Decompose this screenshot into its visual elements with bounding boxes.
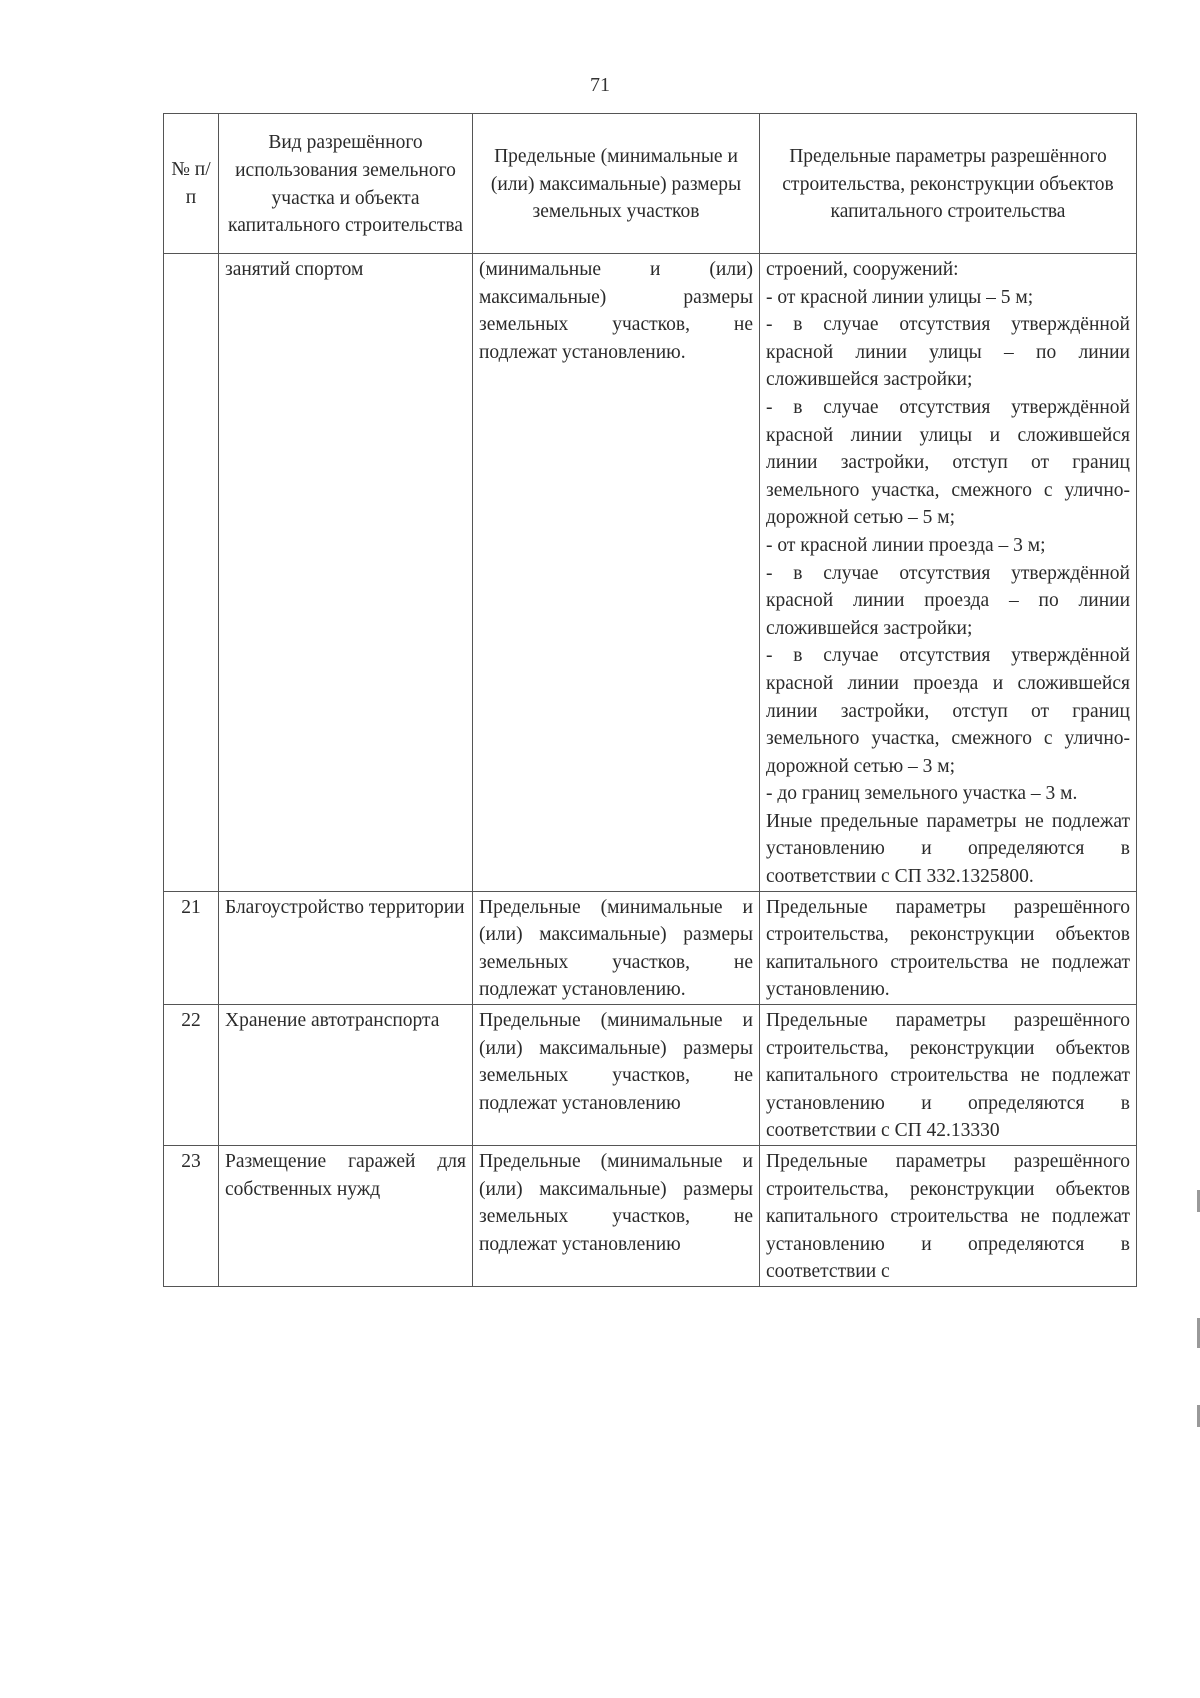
params-paragraph: - в случае отсутствия утверждённой красной линии улицы – по линии сложившейся застройки; xyxy=(766,314,1130,391)
page-number: 71 xyxy=(590,74,610,96)
cell-kind: занятий спортом xyxy=(219,254,473,892)
cell-kind: Хранение автотранспорта xyxy=(219,1005,473,1146)
cell-num xyxy=(164,254,219,892)
cell-size: Предельные (минимальные и (или) максимальные) размеры земельных участков, не подлежат установлению xyxy=(473,1146,760,1287)
cell-kind: Размещение гаражей для собственных нужд xyxy=(219,1146,473,1287)
cell-num: 21 xyxy=(164,891,219,1004)
table-row xyxy=(164,1146,1137,1287)
params-paragraph: - от красной линии улицы – 5 м; xyxy=(766,286,1034,308)
table-row xyxy=(164,1005,1137,1146)
params-paragraph: - до границ земельного участка – 3 м. xyxy=(766,783,1078,805)
header-size: Предельные (минимальные и (или) максимальные) размеры земельных участков xyxy=(473,114,760,254)
header-num: № п/п xyxy=(164,114,219,254)
table-row-continuation xyxy=(164,254,1137,892)
cell-size: (минимальные и (или) максимальные) размеры земельных участков, не подлежат установлению. xyxy=(473,254,760,892)
header-params: Предельные параметры разрешённого строительства, реконструкции объектов капитального строительства xyxy=(760,114,1137,254)
regulations-table xyxy=(163,113,1137,1287)
header-kind: Вид разрешённого использования земельного участка и объекта капитального строительства xyxy=(219,114,473,254)
cell-params xyxy=(760,254,1137,892)
cell-num: 23 xyxy=(164,1146,219,1287)
cell-size: Предельные (минимальные и (или) максимальные) размеры земельных участков, не подлежат установлению xyxy=(473,1005,760,1146)
cell-kind: Благоустройство территории xyxy=(219,891,473,1004)
cell-size: Предельные (минимальные и (или) максимальные) размеры земельных участков, не подлежат установлению. xyxy=(473,891,760,1004)
cell-params: Предельные параметры разрешённого строительства, реконструкции объектов капитального строительства не подлежат установлению и определяются в соответствии с xyxy=(760,1146,1137,1287)
params-paragraph: - в случае отсутствия утверждённой красной линии проезда – по линии сложившейся застройки; xyxy=(766,562,1130,639)
params-paragraph: - от красной линии проезда – 3 м; xyxy=(766,534,1046,556)
table-row xyxy=(164,891,1137,1004)
cell-params: Предельные параметры разрешённого строительства, реконструкции объектов капитального строительства не подлежат установлению и определяются в соответствии с СП 42.13330 xyxy=(760,1005,1137,1146)
params-paragraph: Иные предельные параметры не подлежат установлению и определяются в соответствии с СП 332.1325800. xyxy=(766,810,1130,888)
params-paragraph: - в случае отсутствия утверждённой красной линии улицы и сложившейся линии застройки, отступ от границ земельного участка, смежного с улично-дорожной сетью – 5 м; xyxy=(766,396,1130,529)
params-paragraph: строений, сооружений: xyxy=(766,259,959,280)
header-row xyxy=(164,114,1137,254)
params-paragraph: - в случае отсутствия утверждённой красной линии проезда и сложившейся линии застройки, отступ от границ земельного участка, смежного с улично-дорожной сетью – 3 м; xyxy=(766,645,1130,777)
cell-params: Предельные параметры разрешённого строительства, реконструкции объектов капитального строительства не подлежат установлению. xyxy=(760,891,1137,1004)
cell-num: 22 xyxy=(164,1005,219,1146)
